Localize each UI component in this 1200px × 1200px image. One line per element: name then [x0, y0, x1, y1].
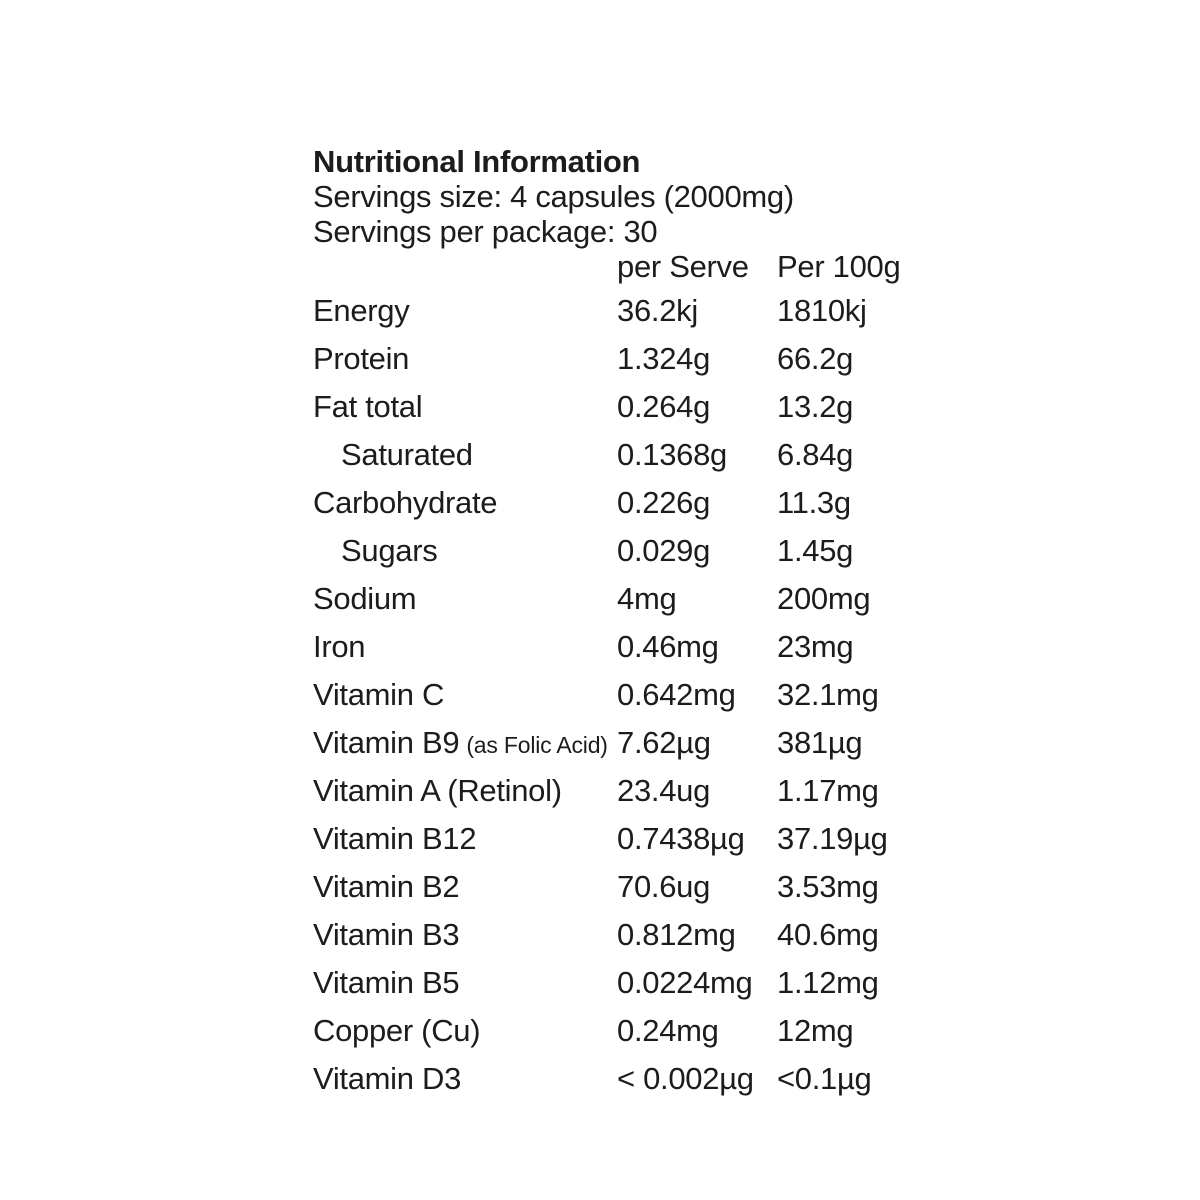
nutrient-label: Vitamin B2 [313, 869, 460, 904]
per-serve-value: 0.642mg [617, 677, 736, 712]
table-row [313, 768, 933, 816]
table-row [313, 576, 933, 624]
per-serve-value: 7.62µg [617, 725, 711, 760]
table-row [313, 864, 933, 912]
per-100g-value: 1810kj [777, 293, 867, 328]
table-row [313, 480, 933, 528]
nutrient-label: Vitamin B5 [313, 965, 460, 1000]
nutrient-label: Iron [313, 629, 366, 664]
nutrient-label: Copper (Cu) [313, 1013, 481, 1048]
table-row [313, 624, 933, 672]
column-header-spacer [313, 249, 617, 284]
nutrition-table [313, 288, 933, 1104]
nutrient-label: Sugars [341, 533, 438, 568]
per-100g-value: 3.53mg [777, 869, 879, 904]
table-row [313, 1008, 933, 1056]
table-row [313, 288, 933, 336]
nutrient-label: Vitamin B9 [313, 725, 460, 760]
per-100g-value: 37.19µg [777, 821, 888, 856]
nutrient-note: (as Folic Acid) [466, 732, 608, 758]
per-100g-value: 6.84g [777, 437, 854, 472]
per-100g-value: 12mg [777, 1013, 854, 1048]
nutrient-label: Sodium [313, 581, 417, 616]
per-serve-value: 0.46mg [617, 629, 719, 664]
table-row [313, 384, 933, 432]
table-row [313, 1056, 933, 1104]
per-serve-value: 4mg [617, 581, 677, 616]
table-row [313, 912, 933, 960]
per-serve-value: 23.4ug [617, 773, 711, 808]
per-100g-value: 381µg [777, 725, 863, 760]
nutrition-panel [313, 144, 933, 1104]
per-100g-value: 13.2g [777, 389, 854, 424]
per-serve-value: 0.029g [617, 533, 711, 568]
nutrient-label: Saturated [341, 437, 473, 472]
per-100g-value: 1.12mg [777, 965, 879, 1000]
per-serve-value: < 0.002µg [617, 1061, 754, 1096]
nutrient-label: Vitamin C [313, 677, 445, 712]
per-serve-value: 0.7438µg [617, 821, 745, 856]
per-100g-value: 11.3g [777, 485, 851, 520]
column-header-per-serve: per Serve [617, 249, 749, 284]
table-row [313, 672, 933, 720]
per-serve-value: 0.812mg [617, 917, 736, 952]
per-serve-value: 70.6ug [617, 869, 711, 904]
per-serve-value: 0.1368g [617, 437, 727, 472]
servings-per-package-text: Servings per package: 30 [313, 214, 658, 249]
per-serve-value: 0.226g [617, 485, 711, 520]
nutrient-label: Vitamin B3 [313, 917, 460, 952]
nutrient-label: Energy [313, 293, 410, 328]
nutrient-label: Carbohydrate [313, 485, 498, 520]
per-100g-value: <0.1µg [777, 1061, 872, 1096]
nutrient-label: Vitamin B12 [313, 821, 477, 856]
page-title: Nutritional Information [313, 144, 641, 179]
per-serve-value: 1.324g [617, 341, 711, 376]
table-row [313, 528, 933, 576]
per-serve-value: 0.264g [617, 389, 711, 424]
nutrient-label: Protein [313, 341, 410, 376]
column-header-per-100g: Per 100g [777, 249, 901, 284]
per-100g-value: 66.2g [777, 341, 854, 376]
nutrient-label: Vitamin A (Retinol) [313, 773, 562, 808]
nutrient-label: Fat total [313, 389, 423, 424]
per-serve-value: 36.2kj [617, 293, 698, 328]
per-100g-value: 1.17mg [777, 773, 879, 808]
per-100g-value: 40.6mg [777, 917, 879, 952]
table-row [313, 960, 933, 1008]
table-row [313, 720, 933, 768]
per-100g-value: 1.45g [777, 533, 854, 568]
table-row [313, 816, 933, 864]
column-header-row [313, 249, 933, 284]
per-serve-value: 0.0224mg [617, 965, 753, 1000]
table-row [313, 432, 933, 480]
per-100g-value: 32.1mg [777, 677, 879, 712]
table-row [313, 336, 933, 384]
per-100g-value: 23mg [777, 629, 854, 664]
per-100g-value: 200mg [777, 581, 871, 616]
nutrient-label: Vitamin D3 [313, 1061, 462, 1096]
serving-size-text: Servings size: 4 capsules (2000mg) [313, 179, 794, 214]
per-serve-value: 0.24mg [617, 1013, 719, 1048]
